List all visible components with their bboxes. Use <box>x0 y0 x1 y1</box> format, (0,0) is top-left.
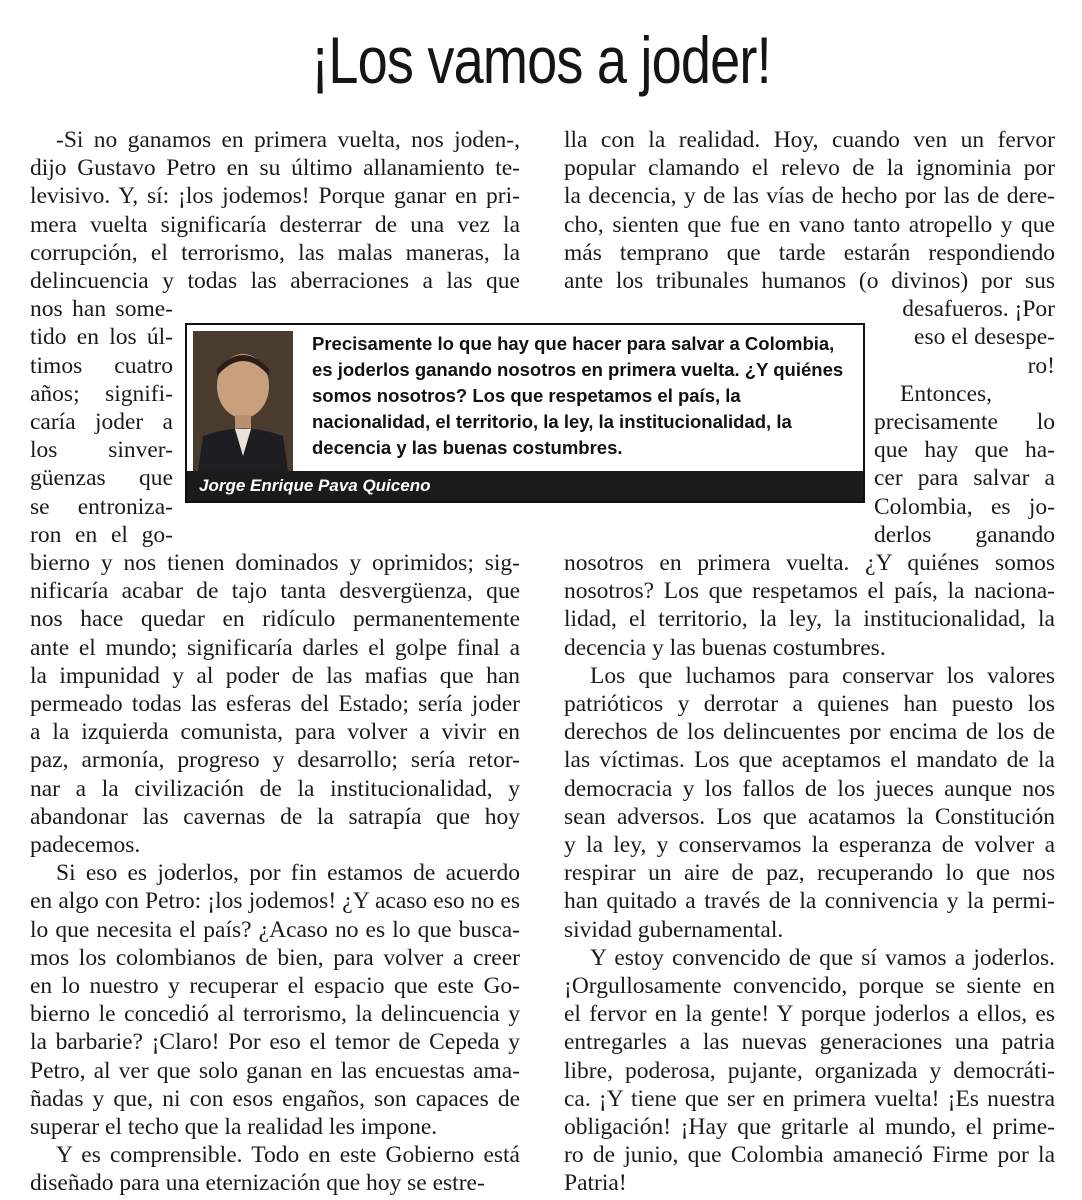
text-line: a la izquierda comunista, para volver a vivir en <box>30 720 520 745</box>
text-line: derlos ganando <box>874 523 1055 548</box>
text-line: delincuencia y todas las aberraciones a las que <box>30 269 520 294</box>
text-line: ante el mundo; significaría darles el golpe final a <box>30 636 520 661</box>
text-line: lla con la realidad. Hoy, cuando ven un fervor <box>564 128 1055 153</box>
text-line: nos hace quedar en ridículo permanentemente <box>30 607 520 632</box>
text-line: años; signifi- <box>30 382 173 407</box>
text-line: precisamente lo <box>874 410 1055 435</box>
text-line: ron en el go- <box>30 523 173 548</box>
text-line: se entroniza- <box>30 495 173 520</box>
text-line: nar a la civilización de la institucionalidad, y <box>30 777 520 802</box>
text-line: lidad, el territorio, la ley, la institucionalidad, la <box>564 607 1055 632</box>
text-line: obligación! ¡Hay que gritarle al mundo, el prime- <box>564 1115 1055 1140</box>
text-line: ro de junio, que Colombia amaneció Firme por la <box>564 1143 1055 1168</box>
text-line: que hay que ha- <box>874 438 1055 463</box>
text-line: nificaría acabar de tajo tanta desvergüenza, que <box>30 579 520 604</box>
text-line: ñadas y que, ni con esos engaños, son capaces de <box>30 1087 520 1112</box>
text-line: güenzas que <box>30 466 173 491</box>
text-line: ¡Orgullosamente convencido, porque se siente en <box>564 974 1055 999</box>
text-line: las víctimas. Los que aceptamos el mandato de la <box>564 748 1055 773</box>
text-line: cer para salvar a <box>874 466 1055 491</box>
text-line: derechos de los delincuentes por encima de los de <box>564 720 1055 745</box>
text-line: paz, armonía, progreso y desarrollo; sería retor- <box>30 748 520 773</box>
text-line: diseñado para una eternización que hoy se estre- <box>30 1171 485 1196</box>
text-line: bierno y nos tienen dominados y oprimidos; sig- <box>30 551 520 576</box>
text-line: Los que luchamos para conservar los valores <box>590 664 1055 689</box>
text-line: eso el desespe- <box>914 325 1055 350</box>
text-line: ca. ¡Y tiene que ser en primera vuelta! ¡Es nuestra <box>564 1087 1055 1112</box>
author-caption: Jorge Enrique Pava Quiceno <box>187 471 863 501</box>
text-line: dijo Gustavo Petro en su último allanamiento te- <box>30 156 520 181</box>
text-line: ante los tribunales humanos (o divinos) por sus <box>564 269 1055 294</box>
pull-quote-box <box>185 323 865 503</box>
text-line: el fervor en la gente! Y porque joderlos a ellos, es <box>564 1002 1055 1027</box>
text-line: democracia y los fallos de los jueces aunque nos <box>564 777 1055 802</box>
text-line: Y estoy convencido de que sí vamos a joderlos. <box>590 946 1055 971</box>
text-line: Y es comprensible. Todo en este Gobierno está <box>56 1143 520 1168</box>
text-line: levisivo. Y, sí: ¡los jodemos! Porque ganar en pri- <box>30 184 520 209</box>
text-line: los sinver- <box>30 438 173 463</box>
text-line: en lo nuestro y recuperar el espacio que este Go- <box>30 974 520 999</box>
text-line: entregarles a las nuevas generaciones una patria <box>564 1030 1055 1055</box>
text-line: bierno le concedió al terrorismo, la delincuencia y <box>30 1002 520 1027</box>
text-line: han quitado a través de la connivencia y la permi- <box>564 889 1055 914</box>
text-line: lo que necesita el país? ¿Acaso no es lo que busca- <box>30 918 520 943</box>
text-line: abandonar las cavernas de la satrapía que hoy <box>30 805 520 830</box>
text-line: Si eso es joderlos, por fin estamos de acuerdo <box>56 861 520 886</box>
headline: ¡Los vamos a joder! <box>311 23 771 97</box>
text-line: la impunidad y al poder de las mafias que han <box>30 664 520 689</box>
text-line: Petro, al ver que solo ganan en las encuestas ama- <box>30 1059 520 1084</box>
text-line: respirar un aire de paz, recuperando lo que nos <box>564 861 1055 886</box>
text-line: decencia y las buenas costumbres. <box>564 636 886 661</box>
text-line: padecemos. <box>30 833 141 858</box>
text-line: sividad gubernamental. <box>564 918 784 943</box>
text-line: mos los colombianos de bien, para volver a creer <box>30 946 520 971</box>
text-line: corrupción, el terrorismo, las malas maneras, la <box>30 241 520 266</box>
text-line: Entonces, <box>900 382 993 407</box>
text-line: y la ley, y conservamos la esperanza de volver a <box>564 833 1055 858</box>
text-line: -Si no ganamos en primera vuelta, nos joden-, <box>56 128 520 153</box>
author-photo <box>193 331 293 471</box>
text-line: superar el techo que la realidad les impone. <box>30 1115 438 1140</box>
text-line: la decencia, y de las vías de hecho por las de dere- <box>564 184 1055 209</box>
text-line: desafueros. ¡Por <box>902 297 1055 322</box>
text-line: Colombia, es jo- <box>874 495 1055 520</box>
text-line: en algo con Petro: ¡los jodemos! ¿Y acaso eso no es <box>30 889 520 914</box>
text-line: nos han some- <box>30 297 173 322</box>
text-line: más temprano que tarde estarán respondiendo <box>564 241 1055 266</box>
text-line: nosotros en primera vuelta. ¿Y quiénes somos <box>564 551 1055 576</box>
text-line: sean adversos. Los que acatamos la Constitución <box>564 805 1055 830</box>
text-line: nosotros? Los que respetamos el país, la naciona- <box>564 579 1055 604</box>
text-line: la barbarie? ¡Claro! Por eso el temor de Cepeda y <box>30 1030 520 1055</box>
pull-quote-text: Precisamente lo que hay que hacer para salvar a Colombia, es joderlos ganando nosotros en primera vuelta. ¿Y quiénes somos nosotros? Los que respetamos el país, la nacionalidad, el territorio, la ley, la institucionalidad, la decencia y las buenas costumbres. <box>312 333 844 458</box>
text-line: tido en los úl- <box>30 325 173 350</box>
text-line: mera vuelta significaría desterrar de una vez la <box>30 213 520 238</box>
text-line: Patria! <box>564 1171 627 1196</box>
text-line: timos cuatro <box>30 354 173 379</box>
text-line: ro! <box>1027 354 1055 379</box>
text-line: patrióticos y derrotar a quienes han puesto los <box>564 692 1055 717</box>
text-line: permeado todas las esferas del Estado; sería joder <box>30 692 520 717</box>
text-line: cho, sienten que fue en vano tanto atropello y que <box>564 213 1055 238</box>
text-line: caría joder a <box>30 410 173 435</box>
text-line: libre, poderosa, pujante, organizada y democráti- <box>564 1059 1055 1084</box>
text-line: popular clamando el relevo de la ignominia por <box>564 156 1055 181</box>
